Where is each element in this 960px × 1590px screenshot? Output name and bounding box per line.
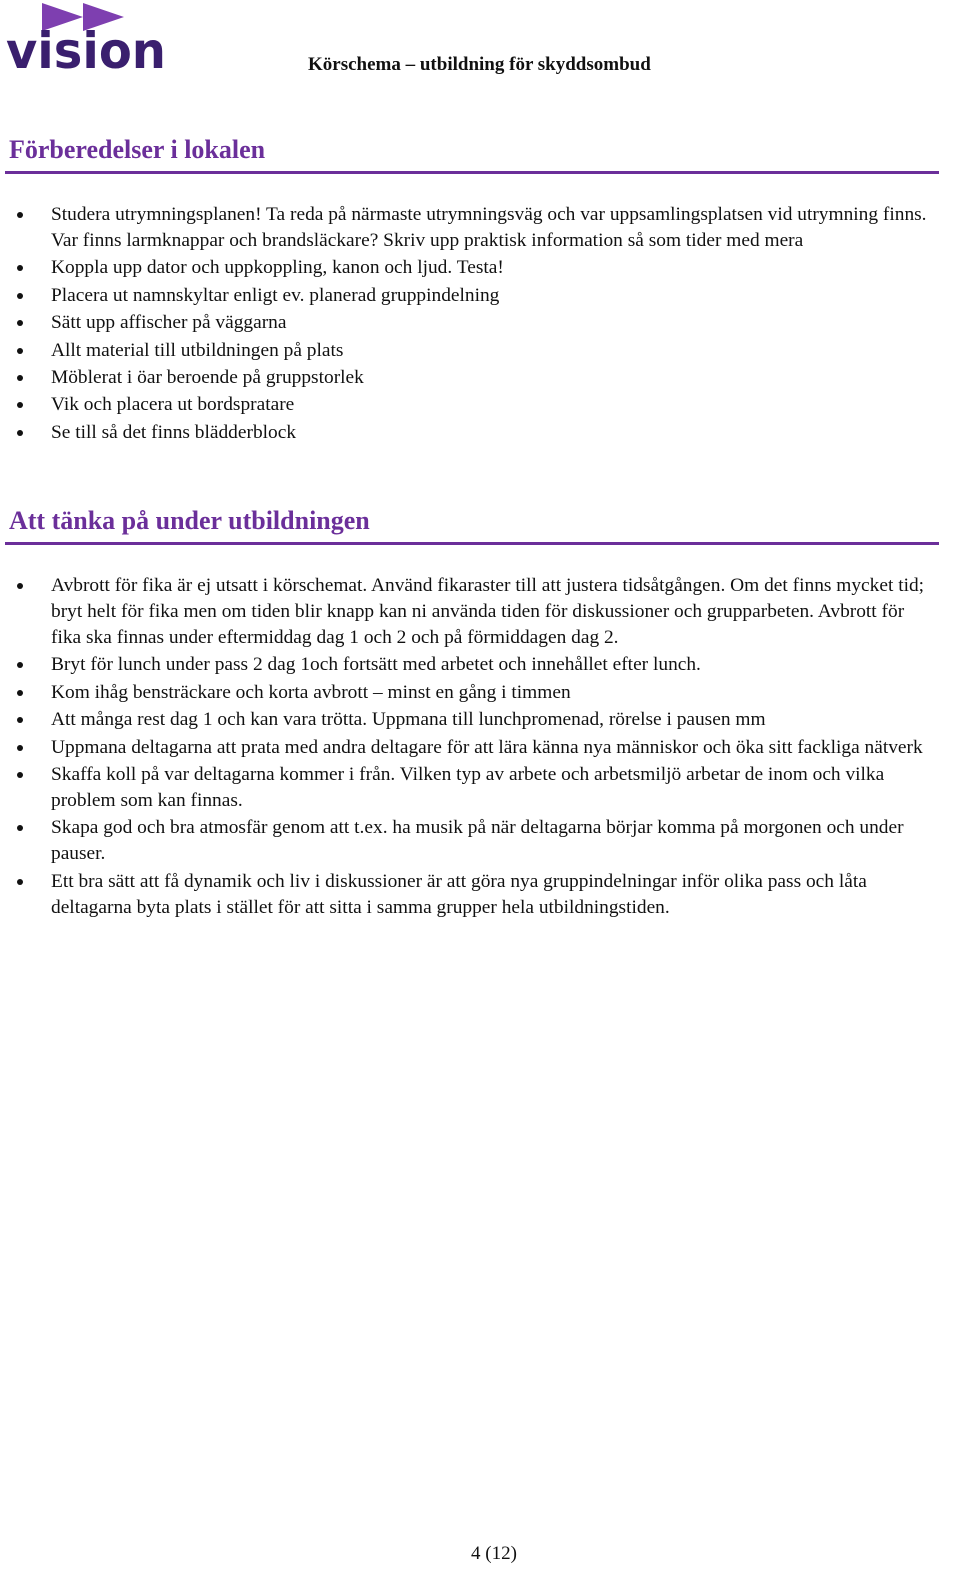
list-item	[5, 652, 939, 678]
bullet-icon	[17, 662, 23, 668]
bullet-icon	[17, 320, 23, 326]
list-item	[5, 573, 939, 651]
list-item-text: Bryt för lunch under pass 2 dag 1och fortsätt med arbetet och innehållet efter lunch.	[51, 654, 701, 676]
bullet-list	[5, 573, 939, 921]
list-item-text: Sätt upp affischer på väggarna	[51, 312, 287, 334]
list-item	[5, 392, 939, 418]
bullet-icon	[17, 402, 23, 408]
bullet-icon	[17, 879, 23, 885]
list-item	[5, 735, 939, 761]
list-item-text: Placera ut namnskyltar enligt ev. planerad gruppindelning	[51, 284, 500, 306]
bullet-icon	[17, 293, 23, 299]
section-heading: Att tänka på under utbildningen	[5, 504, 939, 545]
page-number: 4 (12)	[471, 1543, 517, 1564]
bullet-icon	[17, 825, 23, 831]
bullet-list	[5, 202, 939, 446]
list-item-text: Kom ihåg bensträckare och korta avbrott – minst en gång i timmen	[51, 681, 571, 703]
bullet-icon	[17, 348, 23, 354]
list-item-text: Koppla upp dator och uppkoppling, kanon och ljud. Testa!	[51, 257, 504, 279]
list-item	[5, 420, 939, 446]
list-item	[5, 680, 939, 706]
list-item-text: Allt material till utbildningen på plats	[51, 339, 344, 361]
list-item-text: Skapa god och bra atmosfär genom att t.ex. ha musik på när deltagarna börjar komma på morgonen och under pauser.	[51, 817, 904, 865]
list-item-text: Studera utrymningsplanen! Ta reda på närmaste utrymningsväg och var uppsamlingsplatsen vid utrymning finns. Var finns larmknappar och brandsläckare? Skriv upp praktisk information så som tider med mera	[51, 204, 927, 251]
list-item-text: Avbrott för fika är ej utsatt i körschemat. Använd fikaraster till att justera tidsåtgången. Om det finns mycket tid; bryt helt för fika men om tiden blir knapp kan ni använda tiden för diskussioner och grupparbeten. Avbrott för fika ska finnas under eftermiddag dag 1 och 2 och på förmiddagen dag 2.	[51, 575, 925, 648]
section-heading: Förberedelser i lokalen	[5, 133, 939, 174]
section-preparations	[5, 133, 939, 447]
list-item-text: Skaffa koll på var deltagarna kommer i från. Vilken typ av arbete och arbetsmiljö arbetar de inom och vilka problem som kan finnas.	[51, 763, 885, 811]
list-item	[5, 338, 939, 364]
list-item	[5, 283, 939, 309]
list-item	[5, 762, 939, 814]
list-item-text: Uppmana deltagarna att prata med andra deltagare för att lära känna nya människor och öka sitt fackliga nätverk	[51, 736, 923, 758]
list-item-text: Ett bra sätt att få dynamik och liv i diskussioner är att göra nya gruppindelningar inför olika pass och låta deltagarna byta plats i stället för att sitta i samma grupper hela utbildningstiden.	[51, 870, 867, 918]
list-item	[5, 707, 939, 733]
bullet-icon	[17, 583, 23, 589]
bullet-icon	[17, 745, 23, 751]
document-title: Körschema – utbildning för skyddsombud	[308, 54, 651, 75]
svg-text:vision: vision	[6, 22, 166, 74]
list-item-text: Se till så det finns blädderblock	[51, 421, 297, 443]
bullet-icon	[17, 212, 23, 218]
list-item	[5, 202, 939, 254]
list-item	[5, 815, 939, 867]
list-item-text: Att många rest dag 1 och kan vara trötta. Uppmana till lunchpromenad, rörelse i pausen mm	[51, 709, 766, 731]
bullet-icon	[17, 430, 23, 436]
list-item-text: Möblerat i öar beroende på gruppstorlek	[51, 366, 364, 388]
list-item	[5, 255, 939, 281]
list-item	[5, 365, 939, 391]
section-during-training	[5, 504, 939, 922]
bullet-icon	[17, 717, 23, 723]
bullet-icon	[17, 690, 23, 696]
bullet-icon	[17, 375, 23, 381]
list-item-text: Vik och placera ut bordspratare	[51, 394, 295, 416]
list-item	[5, 869, 939, 921]
list-item	[5, 310, 939, 336]
vision-logo	[6, 0, 168, 74]
bullet-icon	[17, 772, 23, 778]
vision-logo-mark	[6, 0, 168, 74]
bullet-icon	[17, 265, 23, 271]
